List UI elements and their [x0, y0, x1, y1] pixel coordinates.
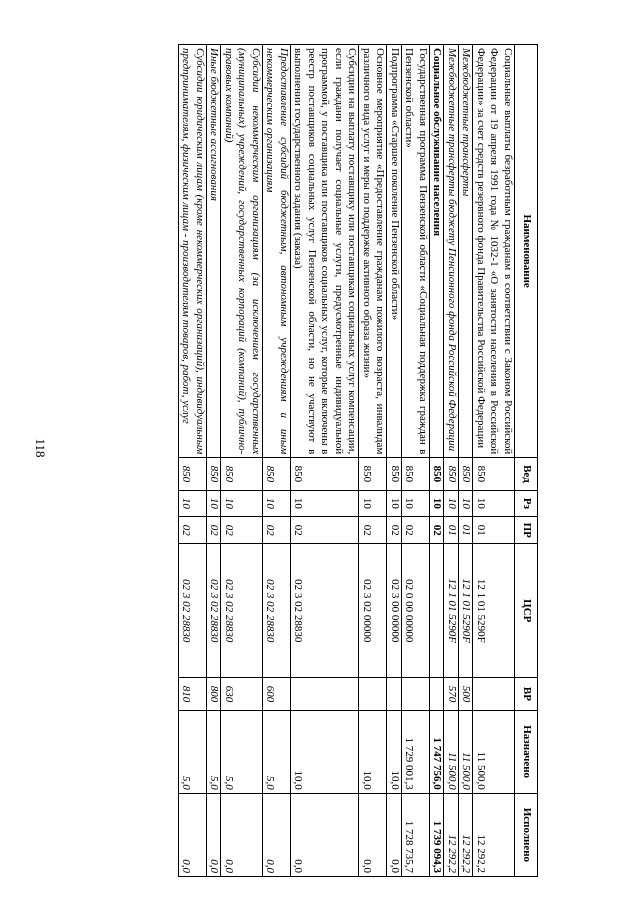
cell-executed: 0,0 — [387, 793, 402, 876]
cell-name: Межбюджетные трансферты бюджету Пенсионного фонда Российской Федерации — [444, 45, 459, 458]
cell-vr — [430, 678, 445, 710]
budget-table — [178, 44, 538, 877]
cell-rz: 10 — [207, 490, 222, 517]
cell-pr: 02 — [387, 517, 402, 544]
cell-rz: 10 — [444, 490, 459, 517]
cell-executed: 0,0 — [179, 793, 207, 876]
cell-ved: 850 — [444, 458, 459, 490]
cell-pr: 02 — [402, 517, 430, 544]
header-assigned: Назначено — [515, 710, 538, 793]
table-row — [207, 45, 222, 877]
cell-executed: 0,0 — [359, 793, 387, 876]
cell-csr: 12 1 01 5290F — [444, 544, 459, 678]
table-row — [291, 45, 360, 877]
cell-vr — [359, 678, 387, 710]
cell-executed: 1 739 094,3 — [430, 793, 445, 876]
cell-assigned: 5,0 — [263, 710, 291, 793]
table-row — [473, 45, 515, 877]
cell-vr: 570 — [444, 678, 459, 710]
cell-pr: 02 — [359, 517, 387, 544]
cell-ved: 850 — [359, 458, 387, 490]
cell-assigned: 10,0 — [291, 710, 360, 793]
cell-vr — [402, 678, 430, 710]
table-row — [387, 45, 402, 877]
table-row — [459, 45, 474, 877]
cell-assigned: 5,0 — [179, 710, 207, 793]
cell-rz: 10 — [387, 490, 402, 517]
cell-ved: 850 — [179, 458, 207, 490]
header-pr: ПР — [515, 517, 538, 544]
header-executed: Исполнено — [515, 793, 538, 876]
header-csr: ЦСР — [515, 544, 538, 678]
cell-assigned: 5,0 — [221, 710, 263, 793]
cell-csr: 12 1 01 5290F — [459, 544, 474, 678]
cell-vr: 600 — [263, 678, 291, 710]
cell-assigned: 5,0 — [207, 710, 222, 793]
header-name: Наименование — [515, 45, 538, 458]
cell-rz: 10 — [263, 490, 291, 517]
cell-pr: 02 — [207, 517, 222, 544]
cell-pr: 02 — [221, 517, 263, 544]
cell-ved: 850 — [402, 458, 430, 490]
cell-csr: 02 3 02 28830 — [179, 544, 207, 678]
cell-executed: 0,0 — [291, 793, 360, 876]
cell-name: Иные бюджетные ассигнования — [207, 45, 222, 458]
cell-rz: 10 — [473, 490, 515, 517]
cell-assigned: 10,0 — [387, 710, 402, 793]
table-row — [221, 45, 263, 877]
header-vr: ВР — [515, 678, 538, 710]
cell-vr — [473, 678, 515, 710]
cell-name: Субсидии на выплату поставщику или поставщикам социальных услуг компенсации, если граждани получает социальные услуги, предусмотренные индивидуальной программой, у поставщика или поставщиков социальных услуг, которые включены в реестр поставщиков социальных услуг Пензенской области, но не участвуют в выполнении государственного задания (заказа) — [291, 45, 360, 458]
cell-csr: 12 1 01 5290F — [473, 544, 515, 678]
cell-pr: 02 — [263, 517, 291, 544]
cell-assigned: 11 500,0 — [459, 710, 474, 793]
cell-ved: 850 — [387, 458, 402, 490]
cell-name: Предоставление субсидий бюджетным, автономным учреждениям и иным некоммерческим организациям — [263, 45, 291, 458]
cell-rz: 10 — [459, 490, 474, 517]
cell-ved: 850 — [221, 458, 263, 490]
page-number: 118 — [33, 438, 48, 458]
cell-executed: 0,0 — [263, 793, 291, 876]
header-rz: Рз — [515, 490, 538, 517]
table-row — [444, 45, 459, 877]
cell-csr: 02 3 02 00000 — [359, 544, 387, 678]
cell-executed: 12 292,2 — [444, 793, 459, 876]
cell-assigned: 1 729 001,3 — [402, 710, 430, 793]
cell-executed: 12 292,2 — [459, 793, 474, 876]
cell-vr: 630 — [221, 678, 263, 710]
cell-rz: 10 — [291, 490, 360, 517]
cell-vr — [291, 678, 360, 710]
cell-vr — [387, 678, 402, 710]
cell-vr: 800 — [207, 678, 222, 710]
cell-rz: 10 — [402, 490, 430, 517]
cell-csr: 02 3 00 00000 — [387, 544, 402, 678]
cell-name: Социальные выплаты безработным гражданам в соответствии с Законом Российской Федерации от 19 апреля 1991 года № 1032-1 «О занятости населения в Российской Федерации» за счет средств резервного фонда Правительства Российской Федерации — [473, 45, 515, 458]
table-body — [179, 45, 515, 877]
cell-ved: 850 — [430, 458, 445, 490]
cell-pr: 02 — [291, 517, 360, 544]
cell-name: Социальное обслуживание населения — [430, 45, 445, 458]
cell-assigned: 10,0 — [359, 710, 387, 793]
cell-pr: 02 — [179, 517, 207, 544]
cell-pr: 01 — [459, 517, 474, 544]
cell-name: Подпрограмма «Старшее поколение Пензенской области» — [387, 45, 402, 458]
cell-rz: 10 — [430, 490, 445, 517]
cell-csr — [430, 544, 445, 678]
cell-name: Основное мероприятие «Предоставление гражданам пожилого возраста, инвалидам различного вида услуг и меры по поддержке активного образа жизни» — [359, 45, 387, 458]
cell-assigned: 11 500,0 — [473, 710, 515, 793]
header-ved: Вед — [515, 458, 538, 490]
table-row — [263, 45, 291, 877]
cell-pr: 01 — [444, 517, 459, 544]
cell-name: Межбюджетные трансферты — [459, 45, 474, 458]
cell-csr: 02 0 00 00000 — [402, 544, 430, 678]
table-header-row — [515, 45, 538, 877]
cell-ved: 850 — [459, 458, 474, 490]
rotated-table-container — [68, 44, 538, 877]
table-row — [430, 45, 445, 877]
cell-ved: 850 — [291, 458, 360, 490]
cell-csr: 02 3 02 28830 — [291, 544, 360, 678]
cell-csr: 02 3 02 28830 — [221, 544, 263, 678]
cell-assigned: 1 747 756,0 — [430, 710, 445, 793]
cell-vr: 810 — [179, 678, 207, 710]
cell-name: Субсидии юридическим лицам (кроме некоммерческих организаций), индивидуальным предпринимателям, физическим лицам - производителям товаров, работ, услуг — [179, 45, 207, 458]
cell-pr: 01 — [473, 517, 515, 544]
cell-ved: 850 — [207, 458, 222, 490]
cell-rz: 10 — [179, 490, 207, 517]
cell-executed: 0,0 — [207, 793, 222, 876]
cell-assigned: 11 500,0 — [444, 710, 459, 793]
table-row — [402, 45, 430, 877]
cell-ved: 850 — [263, 458, 291, 490]
cell-name: Государственная программа Пензенской области «Социальная поддержка граждан в Пензенской области» — [402, 45, 430, 458]
cell-executed: 0,0 — [221, 793, 263, 876]
cell-rz: 10 — [359, 490, 387, 517]
table-row — [179, 45, 207, 877]
cell-csr: 02 3 02 28830 — [263, 544, 291, 678]
cell-ved: 850 — [473, 458, 515, 490]
cell-rz: 10 — [221, 490, 263, 517]
cell-executed: 1 728 735,7 — [402, 793, 430, 876]
cell-name: Субсидии некоммерческим организациям (за исключением государственных (муниципальных) учреждений, государственных корпораций (компаний), публично-правовых компаний) — [221, 45, 263, 458]
table-row — [359, 45, 387, 877]
cell-pr: 02 — [430, 517, 445, 544]
cell-vr: 500 — [459, 678, 474, 710]
cell-executed: 12 292,2 — [473, 793, 515, 876]
cell-csr: 02 3 02 28830 — [207, 544, 222, 678]
